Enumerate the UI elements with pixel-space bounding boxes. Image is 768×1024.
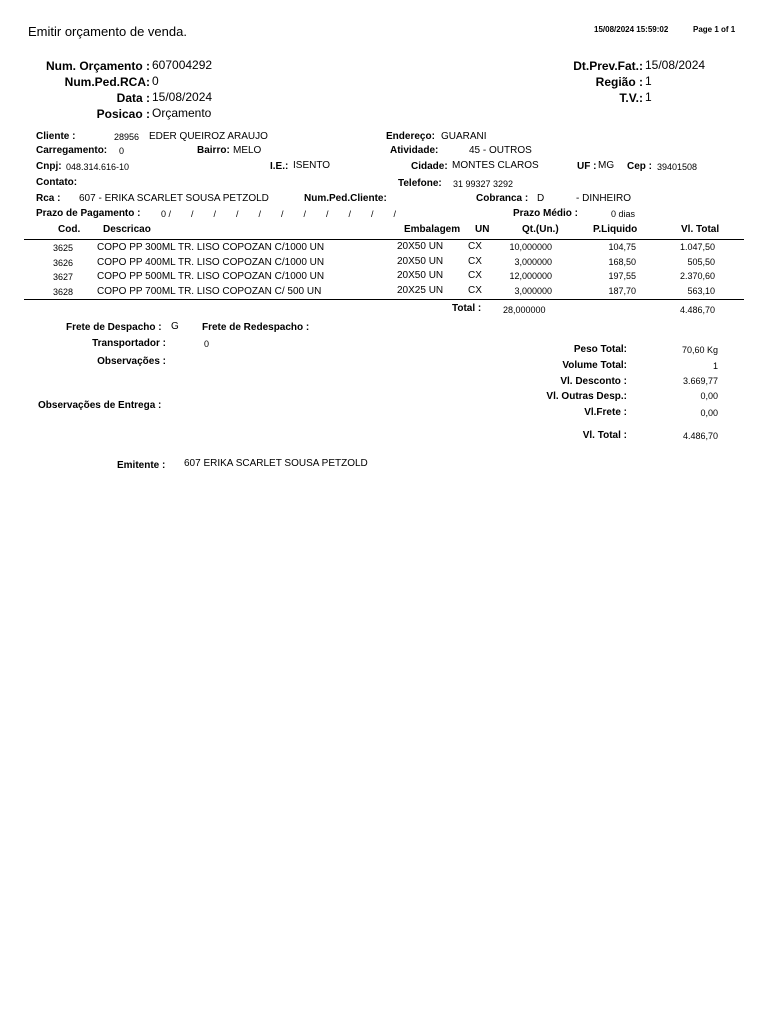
vl-total-value: 4.486,70 bbox=[682, 431, 718, 441]
vl-desconto-label: Vl. Desconto : bbox=[560, 376, 627, 387]
cliente-code: 28956 bbox=[114, 132, 140, 142]
ie-label: I.E.: bbox=[270, 161, 289, 172]
frete-redespacho-label: Frete de Redespacho : bbox=[202, 322, 310, 333]
table-footer-rule bbox=[24, 299, 744, 300]
atividade-label: Atividade: bbox=[390, 145, 439, 156]
document-title: Emitir orçamento de venda. bbox=[28, 24, 187, 39]
row-emb: 20X50 UN bbox=[397, 241, 444, 252]
cep-label: Cep : bbox=[627, 161, 652, 172]
row-qt: 10,000000 bbox=[509, 242, 552, 252]
bairro-value: MELO bbox=[233, 145, 262, 156]
page-info: Page 1 of 1 bbox=[693, 25, 736, 34]
row-emb: 20X50 UN bbox=[397, 256, 444, 267]
row-total: 505,50 bbox=[687, 257, 715, 267]
row-desc: COPO PP 300ML TR. LISO COPOZAN C/1000 UN bbox=[97, 242, 325, 253]
carregamento-label: Carregamento: bbox=[36, 145, 108, 156]
telefone-label: Telefone: bbox=[398, 178, 442, 189]
row-qt: 12,000000 bbox=[509, 271, 552, 281]
cidade-value: MONTES CLAROS bbox=[452, 160, 539, 171]
regiao-value: 1 bbox=[645, 74, 652, 88]
data-label: Data : bbox=[116, 91, 150, 105]
num-orcamento-label: Num. Orçamento : bbox=[45, 59, 150, 73]
row-desc: COPO PP 400ML TR. LISO COPOZAN C/1000 UN bbox=[97, 257, 325, 268]
frete-despacho-value: G bbox=[171, 321, 179, 332]
rca-label: Rca : bbox=[36, 193, 61, 204]
frete-despacho-label: Frete de Despacho : bbox=[66, 322, 162, 333]
observacoes-label: Observações : bbox=[97, 356, 166, 367]
table-header-rule bbox=[24, 239, 744, 240]
cliente-label: Cliente : bbox=[36, 131, 76, 142]
data-value: 15/08/2024 bbox=[152, 90, 213, 104]
posicao-value: Orçamento bbox=[152, 106, 212, 120]
num-ped-cliente-label: Num.Ped.Cliente: bbox=[304, 193, 387, 204]
col-header-pliquido: P.Liquido bbox=[593, 224, 638, 235]
emitente-value: 607 ERIKA SCARLET SOUSA PETZOLD bbox=[184, 458, 368, 469]
cobranca-label: Cobranca : bbox=[476, 193, 529, 204]
transportador-label: Transportador : bbox=[92, 338, 166, 349]
posicao-label: Posicao : bbox=[96, 107, 150, 121]
contato-label: Contato: bbox=[36, 177, 78, 188]
row-emb: 20X25 UN bbox=[397, 285, 444, 296]
cnpj-value: 048.314.616-10 bbox=[66, 162, 130, 172]
col-header-descricao: Descricao bbox=[103, 224, 151, 235]
row-un: CX bbox=[468, 241, 482, 252]
vl-total-label: Vl. Total : bbox=[582, 430, 627, 441]
row-total: 2.370,60 bbox=[679, 271, 715, 281]
dt-prev-fat-value: 15/08/2024 bbox=[645, 58, 706, 72]
col-header-embalagem: Embalagem bbox=[404, 224, 461, 235]
prazo-pagamento-label: Prazo de Pagamento : bbox=[36, 208, 141, 219]
row-total: 563,10 bbox=[687, 286, 715, 296]
total-qt: 28,000000 bbox=[503, 305, 546, 315]
volume-total-value: 1 bbox=[712, 361, 718, 371]
row-total: 1.047,50 bbox=[679, 242, 715, 252]
row-cod: 3625 bbox=[53, 243, 74, 253]
col-header-vltotal: Vl. Total bbox=[681, 224, 720, 235]
vl-desconto-value: 3.669,77 bbox=[682, 376, 718, 386]
cliente-name: EDER QUEIROZ ARAUJO bbox=[149, 131, 268, 142]
volume-total-label: Volume Total: bbox=[562, 360, 627, 371]
emitente-label: Emitente : bbox=[117, 460, 166, 471]
vl-frete-value: 0,00 bbox=[700, 408, 718, 418]
row-cod: 3628 bbox=[53, 287, 74, 297]
cidade-label: Cidade: bbox=[411, 161, 448, 172]
row-pliq: 197,55 bbox=[608, 271, 636, 281]
col-header-un: UN bbox=[475, 224, 490, 235]
tv-value: 1 bbox=[645, 90, 652, 104]
cnpj-label: Cnpj: bbox=[36, 161, 62, 172]
bairro-label: Bairro: bbox=[197, 145, 230, 156]
dt-prev-fat-label: Dt.Prev.Fat.: bbox=[573, 59, 643, 73]
row-cod: 3627 bbox=[53, 272, 74, 282]
col-header-cod: Cod. bbox=[58, 224, 81, 235]
cobranca-desc: - DINHEIRO bbox=[576, 193, 631, 204]
total-label: Total : bbox=[452, 303, 482, 314]
vl-outras-label: Vl. Outras Desp.: bbox=[546, 391, 627, 402]
row-qt: 3,000000 bbox=[514, 257, 552, 267]
tv-label: T.V.: bbox=[619, 91, 643, 105]
row-un: CX bbox=[468, 270, 482, 281]
row-pliq: 168,50 bbox=[608, 257, 636, 267]
telefone-value: 31 99327 3292 bbox=[453, 179, 514, 189]
vl-frete-label: Vl.Frete : bbox=[584, 407, 627, 418]
cobranca-value: D bbox=[537, 193, 545, 204]
ie-value: ISENTO bbox=[293, 160, 331, 171]
peso-total-label: Peso Total: bbox=[573, 344, 627, 355]
row-pliq: 187,70 bbox=[608, 286, 636, 296]
print-datetime: 15/08/2024 15:59:02 bbox=[594, 25, 669, 34]
row-desc: COPO PP 500ML TR. LISO COPOZAN C/1000 UN bbox=[97, 271, 325, 282]
prazo-pagamento-value: 0 / / / / / / / / / / / bbox=[161, 209, 397, 219]
vl-outras-value: 0,00 bbox=[700, 391, 718, 401]
num-orcamento-value: 607004292 bbox=[152, 58, 213, 72]
total-value: 4.486,70 bbox=[679, 305, 715, 315]
endereco-label: Endereço: bbox=[386, 131, 435, 142]
row-emb: 20X50 UN bbox=[397, 270, 444, 281]
transportador-value: 0 bbox=[204, 339, 210, 349]
row-un: CX bbox=[468, 256, 482, 267]
observacoes-entrega-label: Observações de Entrega : bbox=[38, 400, 162, 411]
col-header-qt: Qt.(Un.) bbox=[522, 224, 559, 235]
regiao-label: Região : bbox=[595, 75, 643, 89]
row-qt: 3,000000 bbox=[514, 286, 552, 296]
endereco-value: GUARANI bbox=[441, 131, 487, 142]
num-ped-rca-label: Num.Ped.RCA: bbox=[64, 75, 150, 89]
rca-value: 607 - ERIKA SCARLET SOUSA PETZOLD bbox=[79, 193, 269, 204]
prazo-medio-value: 0 dias bbox=[611, 209, 636, 219]
uf-value: MG bbox=[598, 160, 615, 171]
row-pliq: 104,75 bbox=[608, 242, 636, 252]
num-ped-rca-value: 0 bbox=[152, 74, 159, 88]
row-cod: 3626 bbox=[53, 258, 74, 268]
atividade-value: 45 - OUTROS bbox=[469, 145, 532, 156]
prazo-medio-label: Prazo Médio : bbox=[513, 208, 579, 219]
carregamento-value: 0 bbox=[119, 146, 125, 156]
row-un: CX bbox=[468, 285, 482, 296]
row-desc: COPO PP 700ML TR. LISO COPOZAN C/ 500 UN bbox=[97, 286, 322, 297]
uf-label: UF : bbox=[577, 161, 597, 172]
peso-total-value: 70,60 Kg bbox=[681, 345, 718, 355]
cep-value: 39401508 bbox=[657, 162, 698, 172]
